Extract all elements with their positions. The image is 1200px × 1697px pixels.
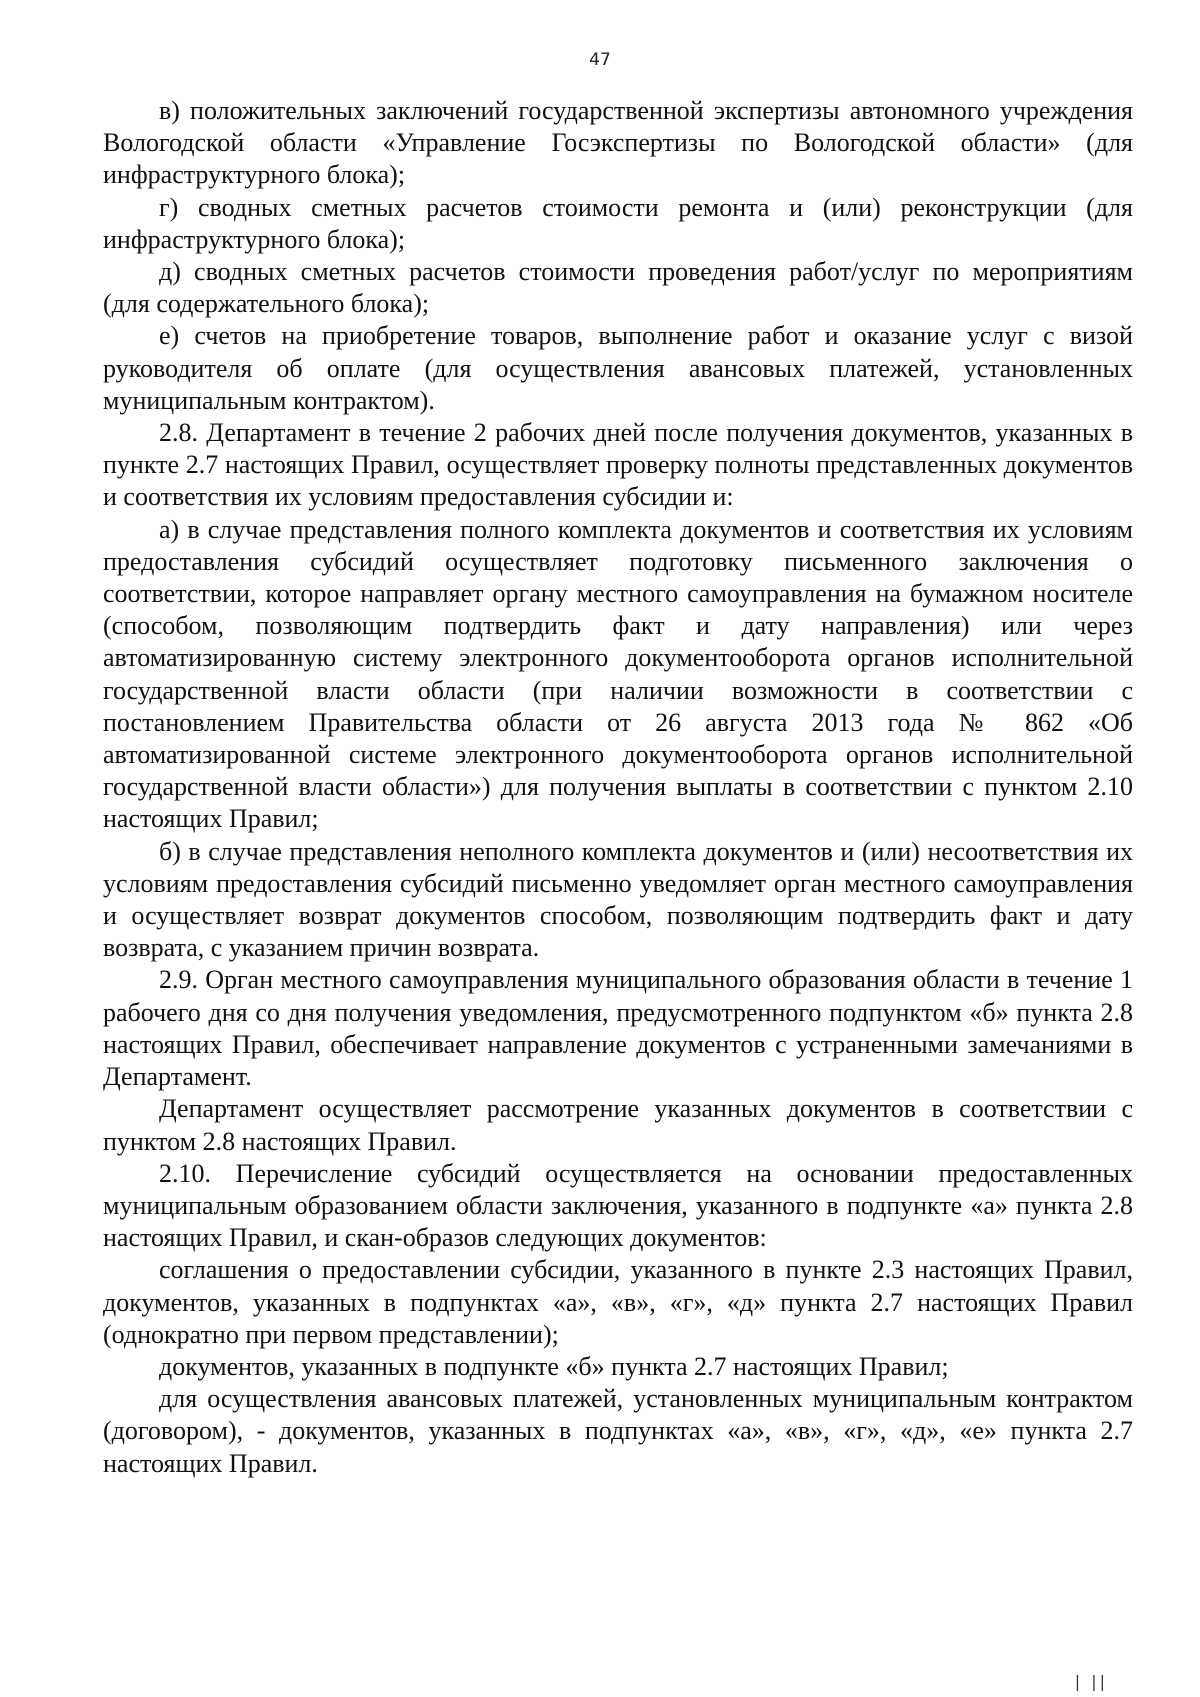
paragraph-v: в) положительных заключений государственной экспертизы автономного учреждения Вологодской области «Управление Госэкспертизы по Вологодской области» (для инфраструктурного блока); bbox=[103, 96, 1133, 190]
paragraph-2-10-advance: для осуществления авансовых платежей, установленных муниципальным контрактом (договором), - документов, указанных в подпунктах «а», «в», «г», «д», «е» пункта 2.7 настоящих Правил. bbox=[103, 1384, 1133, 1478]
paragraph-2-10-agreement: соглашения о предоставлении субсидии, указанного в пункте 2.3 настоящих Правил, документов, указанных в подпунктах «а», «в», «г», «д» пункта 2.7 настоящих Правил (однократно при первом представлении); bbox=[103, 1255, 1133, 1349]
page-number: 47 bbox=[589, 50, 611, 70]
paragraph-d: д) сводных сметных расчетов стоимости проведения работ/услуг по мероприятиям (для содержательного блока); bbox=[103, 257, 1133, 319]
document-body bbox=[103, 95, 1133, 1480]
paragraph-2-9: 2.9. Орган местного самоуправления муниципального образования области в течение 1 рабочего дня со дня получения уведомления, предусмотренного подпунктом «б» пункта 2.8 настоящих Правил, обеспечивает направление документов с устраненными замечаниями в Департамент. bbox=[103, 965, 1133, 1092]
paragraph-e: е) счетов на приобретение товаров, выполнение работ и оказание услуг с визой руководителя об оплате (для осуществления авансовых платежей, установленных муниципальным контрактом). bbox=[103, 321, 1133, 415]
paragraph-2-8-a: а) в случае представления полного комплекта документов и соответствия их условиям предоставления субсидий осуществляет подготовку письменного заключения о соответствии, которое направляет органу местного самоуправления на бумажном носителе (способом, позволяющим подтвердить факт и дату направления) или через автоматизированную систему электронного документооборота органов исполнительной государственной власти области (при наличии возможности в соответствии с постановлением Правительства области от 26 августа 2013 года № 862 «Об автоматизированной системе электронного документооборота органов исполнительной государственной власти области») для получения выплаты в соответствии с пунктом 2.10 настоящих Правил; bbox=[103, 514, 1133, 834]
paragraph-2-8: 2.8. Департамент в течение 2 рабочих дней после получения документов, указанных в пункте 2.7 настоящих Правил, осуществляет проверку полноты представленных документов и соответствия их условиям предоставления субсидии и: bbox=[103, 418, 1133, 512]
paragraph-2-10: 2.10. Перечисление субсидий осуществляется на основании предоставленных муниципальным образованием области заключения, указанного в подпункте «а» пункта 2.8 настоящих Правил, и скан-образов следующих документов: bbox=[103, 1158, 1133, 1253]
paragraph-2-9-review: Департамент осуществляет рассмотрение указанных документов в соответствии с пунктом 2.8 настоящих Правил. bbox=[103, 1094, 1133, 1156]
paragraph-2-8-b: б) в случае представления неполного комплекта документов и (или) несоответствия их условиям предоставления субсидий письменно уведомляет орган местного самоуправления и осуществляет возврат документов способом, позволяющим подтвердить факт и дату возврата, с указанием причин возврата. bbox=[103, 836, 1133, 963]
scan-edge-mark: | || bbox=[1074, 1672, 1108, 1691]
paragraph-g: г) сводных сметных расчетов стоимости ремонта и (или) реконструкции (для инфраструктурного блока); bbox=[103, 192, 1133, 254]
paragraph-2-10-documents: документов, указанных в подпункте «б» пункта 2.7 настоящих Правил; bbox=[159, 1351, 949, 1381]
